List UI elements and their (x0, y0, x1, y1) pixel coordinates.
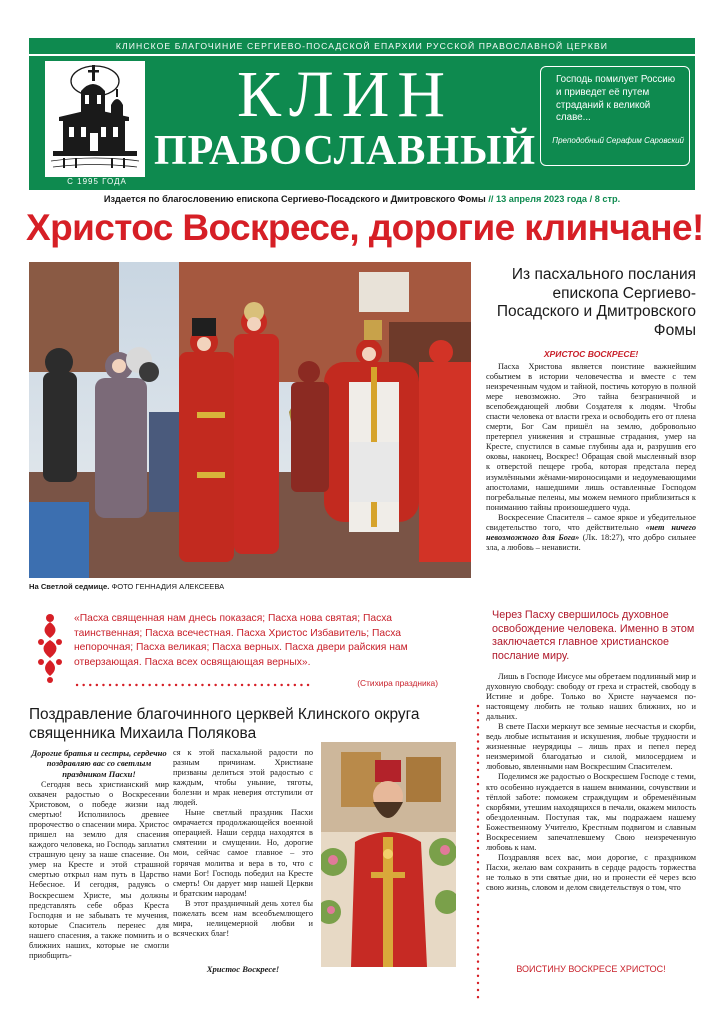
photo-credit: ФОТО ГЕННАДИЯ АЛЕКСЕЕВА (111, 582, 225, 591)
issue-line (29, 194, 695, 204)
blessing-text: Издается по благословению епископа Сергиево-Посадского и Дмитровского Фомы (103, 194, 486, 204)
greeting-paragraph: В этот праздничный день хотел бы пожелать всем нам всеобъемлющего мира, нелицемерной любви и всяческих благ! (173, 898, 313, 938)
photo-caption-title: На Светлой седмице. (29, 582, 110, 591)
priest-photo-image (321, 742, 456, 967)
procession-photo-image (29, 262, 471, 578)
greeting-intro: Дорогие братья и сестры, сердечно поздравляю вас со светлым праздником Пасхи! (31, 748, 167, 779)
greeting-column-2 (173, 748, 313, 939)
bishop-paragraph: Пасха Христова является поистине важнейшим событием в истории человечества и вместе с тем неизреченным чудом и тайной, постичь которую в полной мере невозможно. Это тайна безграничной и всепобеждающей любви Создателя к людям. Чтобы спасти человека от власти греха и освободить его от плена смерти, Бог Сам пришёл на землю, добровольно претерпел унижения и страшные страдания, умер на Кресте, спустился в самые глубины ада и, разрушив его оковы, наконец, Воскрес! Обращая свой мысленный взор к отверстой пещере гроба, которая предстала перед изумлёнными жёнами-мироносицами и недоумевающими апостолами, нашедшими лишь оставленные Господом погребальные пелены, мы можем немного приблизиться к пониманию тайны произошедшего чуда. (486, 362, 696, 512)
bishop-paragraph: В свете Пасхи меркнут все земные несчастья и скорби, ведь любые испытания и искушения, любые трудности и жизненные неурядицы – лишь прах и пепел перед неизмеримой благодатью и силой, милосердием и любовью, явленными нам Воскресшим Спасителем. (486, 722, 696, 772)
main-headline: Христос Воскресе, дорогие клинчане! (26, 207, 704, 248)
vertical-dotted-divider (475, 704, 481, 1004)
greeting-paragraph: Сегодня весь христианский мир охвачен радостью о Воскресении Христовом, о победе жизни над смертью! Исполнилось древнее пророчество о спасении мира. Христос пришел на землю для спасения каждого человека, но Господь заплатил страшную цену за наше спасение. Он умер на Кресте и этой страшной смертью открыл нам путь в Царство Небесное. И сегодня, радуясь о Воскресшем Христе, мы должны представлять себе образ Креста Господня и не забывать те мучения, которые Спаситель перенес для нашего спасения, а также помнить и о ближних наших, которые не смогли приобщить- (29, 780, 169, 960)
ornament-icon (35, 612, 65, 684)
since-year: С 1995 ГОДА (67, 177, 127, 186)
bishop-pull-quote: Через Пасху свершилось духовное освобождение человека. Именно в этом заключается главное христианское послание миру. (492, 609, 695, 662)
dotted-divider (75, 682, 315, 688)
issue-date: // 13 апреля 2023 года / 8 стр. (488, 194, 621, 204)
church-icon (45, 61, 145, 177)
priest-photo (321, 742, 456, 967)
greeting-column-1 (29, 780, 169, 961)
epigraph-author: Преподобный Серафим Саровский (552, 136, 684, 145)
bishop-message-body-top (486, 362, 696, 553)
bishop-message-kicker: ХРИСТОС ВОСКРЕСЕ! (543, 349, 639, 359)
greeting-paragraph-cont: ся к этой пасхальной радости по разным причинам. Христиане призваны делиться этой радостью с каждым, чтобы уныние, тяготы, болезни и мрак неверия отступили от людей. (173, 748, 313, 808)
bishop-message-title: Из пасхального послания епископа Сергиево-Посадского и Дмитровского Фомы (496, 266, 696, 339)
bishop-paragraph: Поздравляя всех вас, мои дорогие, с праздником Пасхи, желаю вам сохранить в сердце радость торжества не только в эти святые дни, но и пронести её через всю свою жизнь, словом и делом свидетельствуя о том, что (486, 852, 696, 892)
bishop-closing: ВОИСТИНУ ВОСКРЕСЕ ХРИСТОС! (516, 964, 666, 974)
bishop-message-body-bottom (486, 672, 696, 893)
bishop-paragraph-quote (486, 513, 696, 553)
newspaper-title-line1: КЛИН (236, 58, 454, 131)
epigraph-text: Господь помилует Россию и приведет её путем страданий к великой славе... (556, 74, 676, 124)
stichera-source: (Стихира праздника) (357, 678, 438, 688)
stichera-text: «Пасха священная нам днесь показася; Пасха нова святая; Пасха таинственная; Пасха всечестная. Пасха Христос Избавитель; Пасха непорочная; Пасха великая; Пасха верных. Пасха двери райския нам отверзающая. Пасха всех освящающая верных». (74, 613, 408, 668)
greeting-title: Поздравление благочинного церквей Клинского округа священника Михаила Полякова (29, 706, 420, 743)
masthead-top-line: КЛИНСКОЕ БЛАГОЧИНИЕ СЕРГИЕВО-ПОСАДСКОЙ ЕПАРХИИ РУССКОЙ ПРАВОСЛАВНОЙ ЦЕРКВИ (29, 38, 695, 54)
bishop-paragraph: Поделимся же радостью о Воскресшем Господе с теми, кто особенно нуждается в нашем внимании, сочувствии и тёплой заботе: поможем страждущим и обременённым скорбями, утешим находящихся в печали, окажем милость обездоленным. Поступая так, мы подражаем нашему Божественному Учителю, Крестным подвигом и славным Воскресением запечатлевшему Свою неизреченную любовь к нам. (486, 772, 696, 852)
church-logo (44, 60, 146, 178)
procession-photo (29, 262, 471, 578)
greeting-sign: Христос Воскресе! (206, 964, 280, 974)
photo-caption (29, 582, 469, 591)
newspaper-title-line2: ПРАВОСЛАВНЫЙ (154, 128, 536, 174)
bible-quote: «нет ничего невозможного для Бога» (486, 522, 696, 542)
bishop-paragraph: Лишь в Господе Иисусе мы обретаем подлинный мир и духовную свободу: свободу от греха и страстей, свободу в Истине и добре. Только во Христе научаемся по-настоящему любить не только наших ближних, но и дальних. (486, 672, 696, 722)
bishop-paragraph-text: (Лк. 18:27), что добро сильнее зла, а любовь – ненависти. (486, 532, 696, 552)
greeting-paragraph: Ныне светлый праздник Пасхи омрачается продолжающейся военной операцией. Наши сердца находятся в смятении и смущении. Но, дорогие мои, сейчас самое главное – это горячая молитва и вера в то, что с нами Бог! Господь победил на Кресте смерть! Он дарует мир нашей Церкви и братским народам! (173, 808, 313, 898)
bishop-paragraph-text: Воскресение Спасителя – самое яркое и убедительное свидетельство того, что действительно (486, 512, 696, 532)
